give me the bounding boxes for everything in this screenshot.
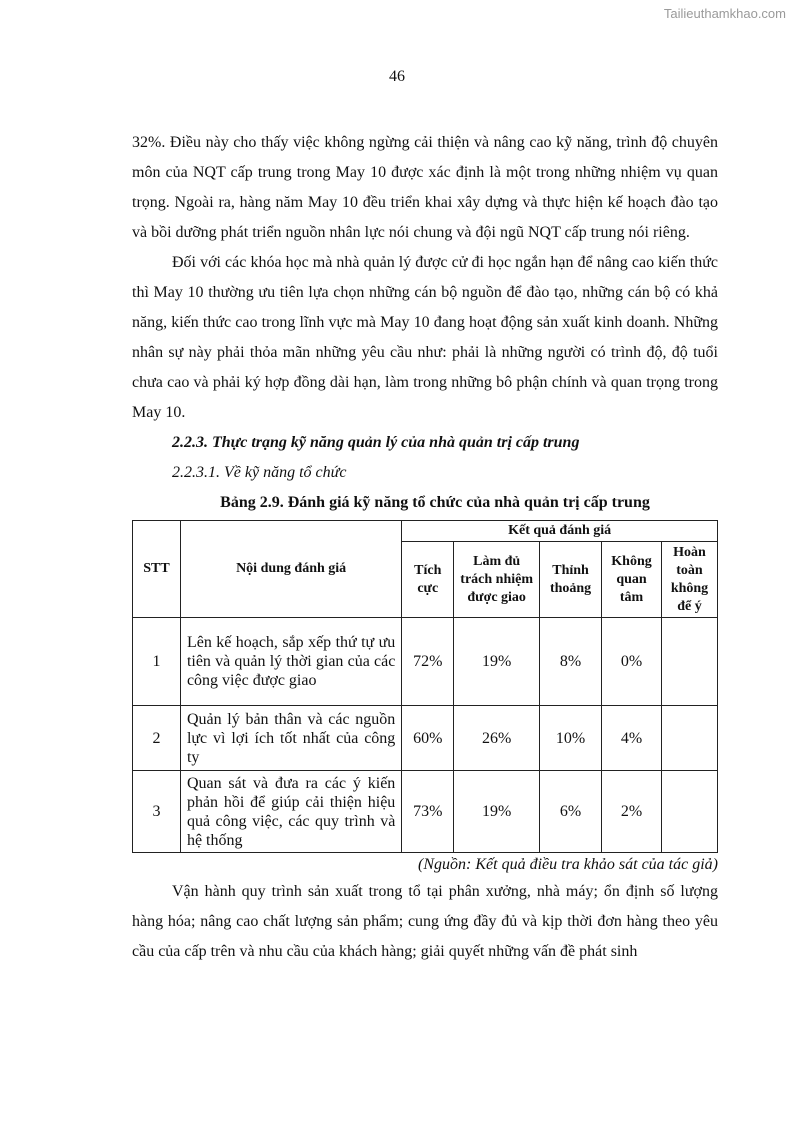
header-stt: STT: [133, 521, 181, 618]
row-content: Quan sát và đưa ra các ý kiến phản hồi để giúp cải thiện hiệu quả công việc, các quy trình và hệ thống: [180, 771, 401, 853]
row-value: 19%: [454, 771, 540, 853]
row-value: 26%: [454, 706, 540, 771]
row-value: 0%: [602, 618, 662, 706]
row-value: 19%: [454, 618, 540, 706]
header-col-not-interested: Không quan tâm: [602, 542, 662, 618]
row-value: 2%: [602, 771, 662, 853]
row-value: 72%: [402, 618, 454, 706]
header-col-positive: Tích cực: [402, 542, 454, 618]
header-content: Nội dung đánh giá: [180, 521, 401, 618]
page-number: 46: [389, 68, 405, 85]
paragraph-3: Vận hành quy trình sản xuất trong tổ tại phân xưởng, nhà máy; ổn định số lượng hàng hóa; nâng cao chất lượng sản phẩm; cung ứng đầy đủ và kịp thời đơn hàng theo yêu cầu của cấp trên và nhu cầu của khách hàng; giải quyết những vấn đề phát sinh: [132, 883, 718, 960]
section-heading-2-2-3: 2.2.3. Thực trạng kỹ năng quản lý của nhà quản trị cấp trung: [172, 434, 580, 451]
row-value: 8%: [540, 618, 602, 706]
section-heading-2-2-3-1: 2.2.3.1. Về kỹ năng tổ chức: [172, 464, 347, 481]
row-value: 4%: [602, 706, 662, 771]
paragraph-1: 32%. Điều này cho thấy việc không ngừng cải thiện và nâng cao kỹ năng, trình độ chuyên môn của NQT cấp trung trong May 10 được xác định là một trong những nhiệm vụ quan trọng. Ngoài ra, hàng năm May 10 đều triển khai xây dựng và thực hiện kế hoạch đào tạo và bồi dưỡng phát triển nguồn nhân lực nói chung và đội ngũ NQT cấp trung nói riêng.: [132, 134, 718, 241]
row-value: 60%: [402, 706, 454, 771]
row-value: [661, 706, 717, 771]
paragraph-2: Đối với các khóa học mà nhà quản lý được cử đi học ngắn hạn để nâng cao kiến thức thì May 10 thường ưu tiên lựa chọn những cán bộ nguồn để đào tạo, những cán bộ có khả năng, kiến thức cao trong lĩnh vực mà May 10 đang hoạt động sản xuất kinh doanh. Những nhân sự này phải thỏa mãn những yêu cầu như: phải là những người có trình độ, độ tuổi chưa cao và phải ký hợp đồng dài hạn, làm trong những bô phận chính và quan trọng trong May 10.: [132, 254, 718, 421]
table-source: (Nguồn: Kết quả điều tra khảo sát của tác giả): [418, 856, 718, 873]
table-row: [133, 706, 718, 771]
header-col-never-notice: Hoàn toàn không để ý: [661, 542, 717, 618]
header-result-group: Kết quả đánh giá: [402, 521, 718, 542]
header-col-responsible: Làm đủ trách nhiệm được giao: [454, 542, 540, 618]
evaluation-table: [132, 520, 718, 853]
row-content: Quản lý bản thân và các nguồn lực vì lợi ích tốt nhất của công ty: [180, 706, 401, 771]
table-title: Bảng 2.9. Đánh giá kỹ năng tổ chức của nhà quản trị cấp trung: [220, 494, 650, 511]
row-value: [661, 771, 717, 853]
row-stt: 1: [133, 618, 181, 706]
table-row: [133, 618, 718, 706]
watermark: Tailieuthamkhao.com: [663, 6, 786, 21]
row-stt: 3: [133, 771, 181, 853]
table-row: [133, 771, 718, 853]
row-content: Lên kế hoạch, sắp xếp thứ tự ưu tiên và quản lý thời gian của các công việc được giao: [180, 618, 401, 706]
row-value: 10%: [540, 706, 602, 771]
row-value: [661, 618, 717, 706]
document-body: [132, 128, 718, 967]
header-col-occasionally: Thỉnh thoảng: [540, 542, 602, 618]
row-value: 6%: [540, 771, 602, 853]
row-stt: 2: [133, 706, 181, 771]
row-value: 73%: [402, 771, 454, 853]
